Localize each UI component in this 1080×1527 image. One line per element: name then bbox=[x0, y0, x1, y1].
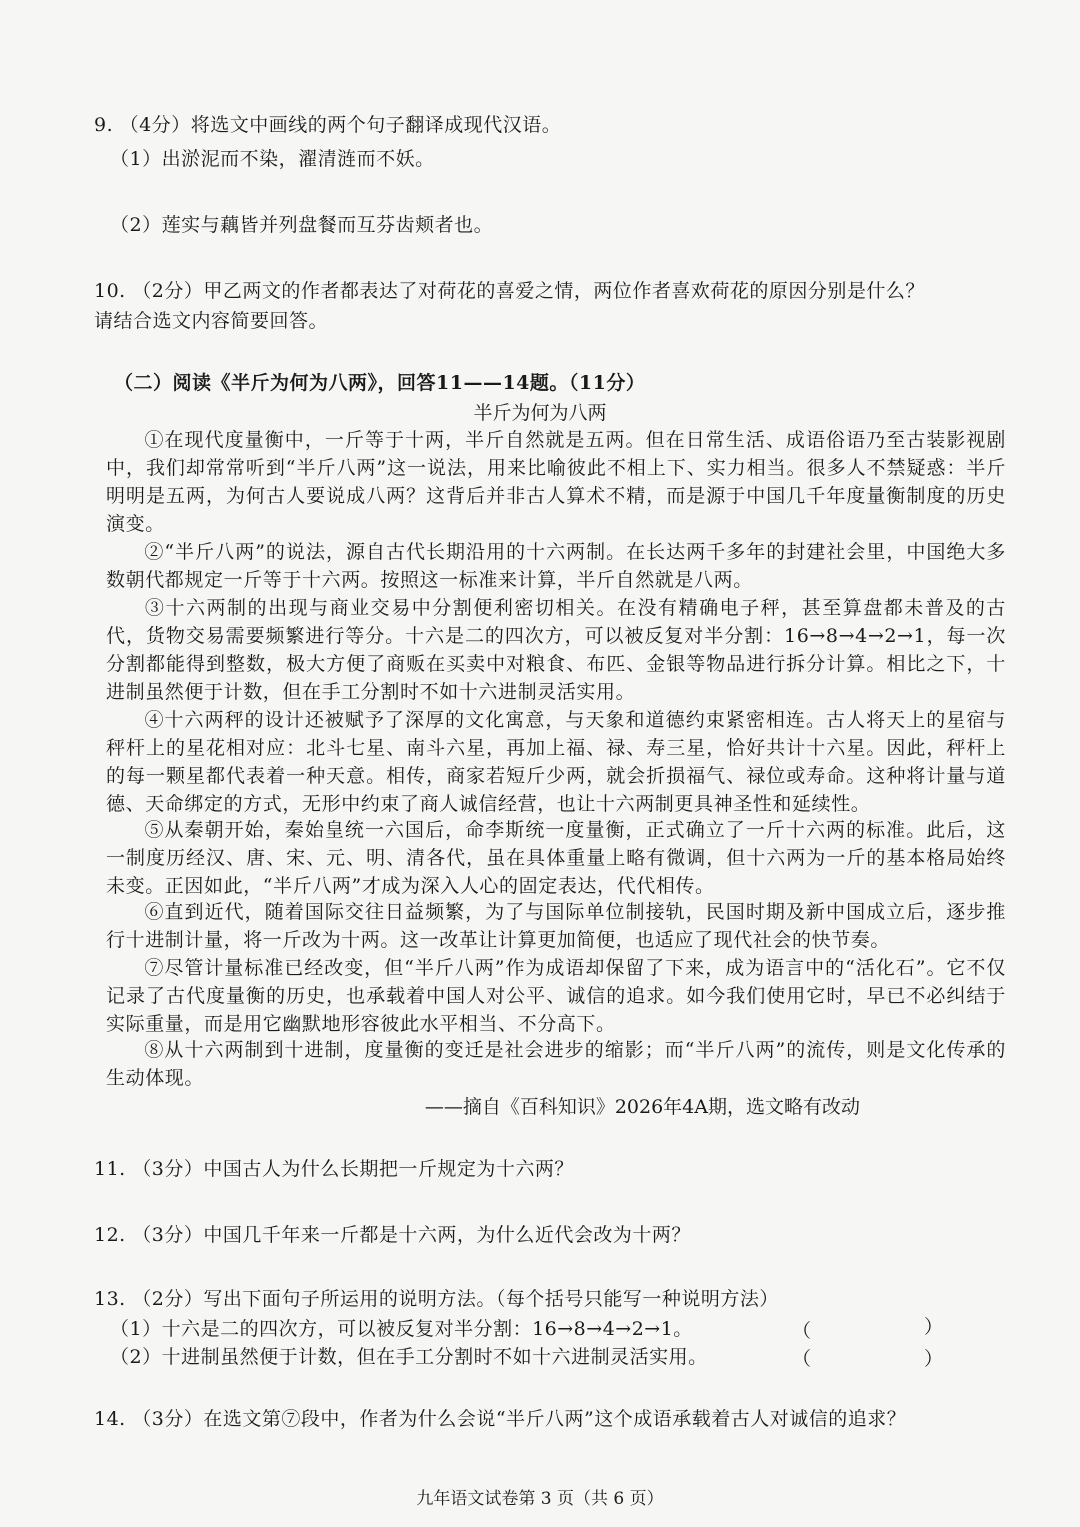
q13-stem: 13. （2分）写出下面句子所运用的说明方法。（每个括号只能写一种说明方法） bbox=[94, 1288, 779, 1310]
article-paragraph-8: ⑧从十六两制到十进制，度量衡的变迁是社会进步的缩影；而“半斤八两”的流传，则是文化传承的生动体现。 bbox=[106, 1039, 1006, 1089]
q10-line2: 请结合选文内容简要回答。 bbox=[94, 310, 329, 332]
section2-heading: （二）阅读《半斤为何为八两》，回答11——14题。（11分） bbox=[114, 372, 646, 394]
article-paragraph-4: ④十六两秤的设计还被赋予了深厚的文化寓意，与天象和道德约束紧密相连。古人将天上的星宿与秤杆上的星花相对应：北斗七星、南斗六星，再加上福、禄、寿三星，恰好共计十六星。因此，秤杆上的每一颗星都代表着一种天意。相传，商家若短斤少两，就会折损福气、禄位或寿命。这种将计量与道德、天命绑定的方式，无形中约束了商人诚信经营，也让十六两制更具神圣性和延续性。 bbox=[106, 709, 1006, 815]
q13-answer-blank-2-close: ） bbox=[924, 1348, 944, 1370]
article-title: 半斤为何为八两 bbox=[473, 402, 607, 424]
q13-sub1: （1）十六是二的四次方，可以被反复对半分割：16→8→4→2→1。 bbox=[110, 1318, 693, 1340]
q10-line1: 10. （2分）甲乙两文的作者都表达了对荷花的喜爱之情，两位作者喜欢荷花的原因分别是什么？ bbox=[94, 280, 925, 302]
q9-stem: 9. （4分）将选文中画线的两个句子翻译成现代汉语。 bbox=[94, 114, 562, 136]
page-footer: 九年语文试卷第 3 页（共 6 页） bbox=[416, 1489, 664, 1509]
q9-sub2: （2）莲实与藕皆并列盘餐而互芬齿颊者也。 bbox=[110, 214, 494, 236]
article-paragraph-2: ②“半斤八两”的说法，源自古代长期沿用的十六两制。在长达两千多年的封建社会里，中国绝大多数朝代都规定一斤等于十六两。按照这一标准来计算，半斤自然就是八两。 bbox=[106, 541, 1006, 591]
article-paragraph-3: ③十六两制的出现与商业交易中分割便利密切相关。在没有精确电子秤，甚至算盘都未普及的古代，货物交易需要频繁进行等分。十六是二的四次方，可以被反复对半分割：16→8→4→2→1，每一次分割都能得到整数，极大方便了商贩在买卖中对粮食、布匹、金银等物品进行拆分计算。相比之下，十进制虽然便于计数，但在手工分割时不如十六进制灵活实用。 bbox=[106, 597, 1006, 703]
article-paragraph-7: ⑦尽管计量标准已经改变，但“半斤八两”作为成语却保留了下来，成为语言中的“活化石”。它不仅记录了古代度量衡的历史，也承载着中国人对公平、诚信的追求。如今我们使用它时，早已不必纠结于实际重量，而是用它幽默地形容彼此水平相当、不分高下。 bbox=[106, 957, 1006, 1035]
q13-sub2: （2）十进制虽然便于计数，但在手工分割时不如十六进制灵活实用。 bbox=[110, 1346, 708, 1368]
article-source: ——摘自《百科知识》2026年4A期，选文略有改动 bbox=[424, 1096, 860, 1118]
q13-answer-blank-1-close: ） bbox=[924, 1316, 944, 1338]
q9-sub1: （1）出淤泥而不染，濯清涟而不妖。 bbox=[110, 148, 435, 170]
q13-answer-blank-2-open: （ bbox=[792, 1348, 812, 1370]
q12: 12. （3分）中国几千年来一斤都是十六两，为什么近代会改为十两？ bbox=[94, 1224, 691, 1246]
q14: 14. （3分）在选文第⑦段中，作者为什么会说“半斤八两”这个成语承载着古人对诚信的追求？ bbox=[94, 1408, 907, 1430]
q11: 11. （3分）中国古人为什么长期把一斤规定为十六两？ bbox=[94, 1158, 574, 1180]
q13-answer-blank-1-open: （ bbox=[792, 1320, 812, 1342]
article-paragraph-1: ①在现代度量衡中，一斤等于十两，半斤自然就是五两。但在日常生活、成语俗语乃至古装影视剧中，我们却常常听到“半斤八两”这一说法，用来比喻彼此不相上下、实力相当。很多人不禁疑惑：半斤明明是五两，为何古人要说成八两？这背后并非古人算术不精，而是源于中国几千年度量衡制度的历史演变。 bbox=[106, 429, 1006, 535]
article-paragraph-6: ⑥直到近代，随着国际交往日益频繁，为了与国际单位制接轨，民国时期及新中国成立后，逐步推行十进制计量，将一斤改为十两。这一改革让计算更加简便，也适应了现代社会的快节奏。 bbox=[106, 901, 1006, 951]
article-paragraph-5: ⑤从秦朝开始，秦始皇统一六国后，命李斯统一度量衡，正式确立了一斤十六两的标准。此后，这一制度历经汉、唐、宋、元、明、清各代，虽在具体重量上略有微调，但十六两为一斤的基本格局始终未变。正因如此，“半斤八两”才成为深入人心的固定表达，代代相传。 bbox=[106, 819, 1006, 897]
